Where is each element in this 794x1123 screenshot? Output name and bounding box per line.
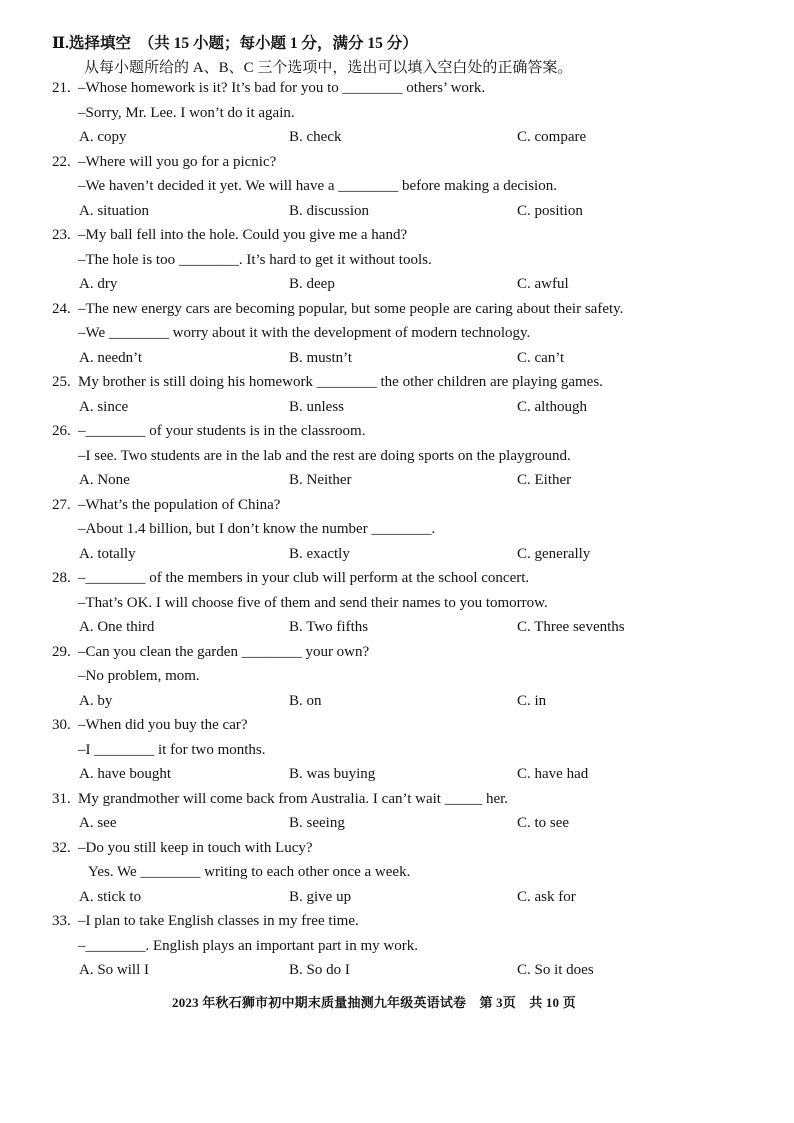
question-number: 33. <box>52 913 71 929</box>
answer-option[interactable]: C. ask for <box>517 888 576 905</box>
question-number: 21. <box>52 80 71 96</box>
answer-option[interactable]: C. although <box>517 398 587 415</box>
question-stem: –________ of the members in your club will perform at the school concert. <box>78 570 530 586</box>
question-stem: –________ of your students is in the classroom. <box>78 423 366 439</box>
question-stem: –When did you buy the car? <box>78 717 248 733</box>
question-number: 24. <box>52 300 71 317</box>
page-footer: 2023 年秋石狮市初中期末质量抽测九年级英语试卷 第 3页 共 10 页 <box>172 995 576 1010</box>
answer-option[interactable]: B. exactly <box>289 545 350 562</box>
question-number: 23. <box>52 227 71 243</box>
answer-option[interactable]: C. generally <box>517 545 591 562</box>
answer-option[interactable]: A. None <box>79 472 130 488</box>
question-stem: –Do you still keep in touch with Lucy? <box>78 839 313 856</box>
answer-option[interactable]: A. by <box>79 692 113 709</box>
answer-option[interactable]: B. discussion <box>289 202 370 219</box>
question-line: –No problem, mom. <box>78 668 200 684</box>
answer-option[interactable]: B. seeing <box>289 815 345 831</box>
answer-option[interactable]: B. So do I <box>289 962 350 978</box>
answer-option[interactable]: B. unless <box>289 398 345 415</box>
answer-option[interactable]: C. Either <box>517 472 572 488</box>
answer-option[interactable]: C. So it does <box>517 962 594 978</box>
answer-option[interactable]: B. give up <box>289 888 352 905</box>
answer-option[interactable]: C. can’t <box>517 349 565 366</box>
answer-option[interactable]: A. stick to <box>79 888 142 905</box>
answer-option[interactable]: B. on <box>289 692 322 709</box>
answer-option[interactable]: B. mustn’t <box>289 349 353 366</box>
question-number: 29. <box>52 643 71 660</box>
answer-option[interactable]: A. needn’t <box>79 349 143 366</box>
answer-option[interactable]: C. Three sevenths <box>517 619 625 635</box>
answer-option[interactable]: C. in <box>517 692 547 709</box>
question-stem: My brother is still doing his homework ________ the other children are playing games. <box>78 374 603 390</box>
question-line: –The hole is too ________. It’s hard to get it without tools. <box>78 251 432 268</box>
question-line: –About 1.4 billion, but I don’t know the number ________. <box>78 521 436 537</box>
question-line: –I see. Two students are in the lab and the rest are doing sports on the playground. <box>78 447 571 464</box>
answer-option[interactable]: C. have had <box>517 766 589 782</box>
question-line: –We haven’t decided it yet. We will have a ________ before making a decision. <box>78 178 557 194</box>
answer-option[interactable]: B. check <box>289 129 342 145</box>
question-number: 27. <box>52 496 71 513</box>
question-number: 22. <box>52 153 71 170</box>
question-number: 25. <box>52 374 71 390</box>
question-line: –That’s OK. I will choose five of them and send their names to you tomorrow. <box>78 594 548 611</box>
section-instruction: 从每小题所给的 A、B、C 三个选项中，选出可以填入空白处的正确答案。 <box>84 60 573 76</box>
question-number: 30. <box>52 717 71 733</box>
answer-option[interactable]: B. Two fifths <box>289 619 369 635</box>
answer-option[interactable]: C. to see <box>517 815 570 831</box>
answer-option[interactable]: A. So will I <box>79 962 150 978</box>
question-line: –Sorry, Mr. Lee. I won’t do it again. <box>78 104 295 121</box>
answer-option[interactable]: C. awful <box>517 276 569 292</box>
question-stem: –My ball fell into the hole. Could you give me a hand? <box>78 227 408 243</box>
answer-option[interactable]: A. dry <box>79 276 118 292</box>
answer-option[interactable]: A. since <box>79 398 129 415</box>
question-number: 28. <box>52 570 71 586</box>
question-line: –________. English plays an important part in my work. <box>78 937 418 954</box>
question-number: 31. <box>52 790 71 807</box>
section-title: Ⅱ.选择填空 （共 15 小题；每小题 1 分，满分 15 分） <box>52 35 418 52</box>
answer-option[interactable]: A. copy <box>79 129 127 145</box>
question-line: –We ________ worry about it with the development of modern technology. <box>78 325 531 341</box>
answer-option[interactable]: A. situation <box>79 202 149 219</box>
answer-option[interactable]: B. Neither <box>289 472 352 488</box>
question-stem: –I plan to take English classes in my free time. <box>78 913 359 929</box>
answer-option[interactable]: A. One third <box>79 619 155 635</box>
question-stem: My grandmother will come back from Australia. I can’t wait _____ her. <box>78 790 509 807</box>
answer-option[interactable]: A. have bought <box>79 766 172 782</box>
question-number: 26. <box>52 423 71 439</box>
answer-option[interactable]: C. position <box>517 202 583 219</box>
answer-option[interactable]: B. deep <box>289 276 335 292</box>
question-line: Yes. We ________ writing to each other once a week. <box>88 864 411 880</box>
question-number: 32. <box>52 839 71 856</box>
question-line: –I ________ it for two months. <box>78 741 266 758</box>
question-stem: –The new energy cars are becoming popular, but some people are caring about their safety. <box>78 300 624 317</box>
answer-option[interactable]: B. was buying <box>289 766 376 782</box>
question-stem: –Whose homework is it? It’s bad for you to ________ others’ work. <box>78 80 486 96</box>
question-stem: –Can you clean the garden ________ your own? <box>78 643 370 660</box>
answer-option[interactable]: A. totally <box>79 545 136 562</box>
answer-option[interactable]: A. see <box>79 815 117 831</box>
answer-option[interactable]: C. compare <box>517 129 587 145</box>
question-stem: –What’s the population of China? <box>78 496 281 513</box>
question-stem: –Where will you go for a picnic? <box>78 153 277 170</box>
